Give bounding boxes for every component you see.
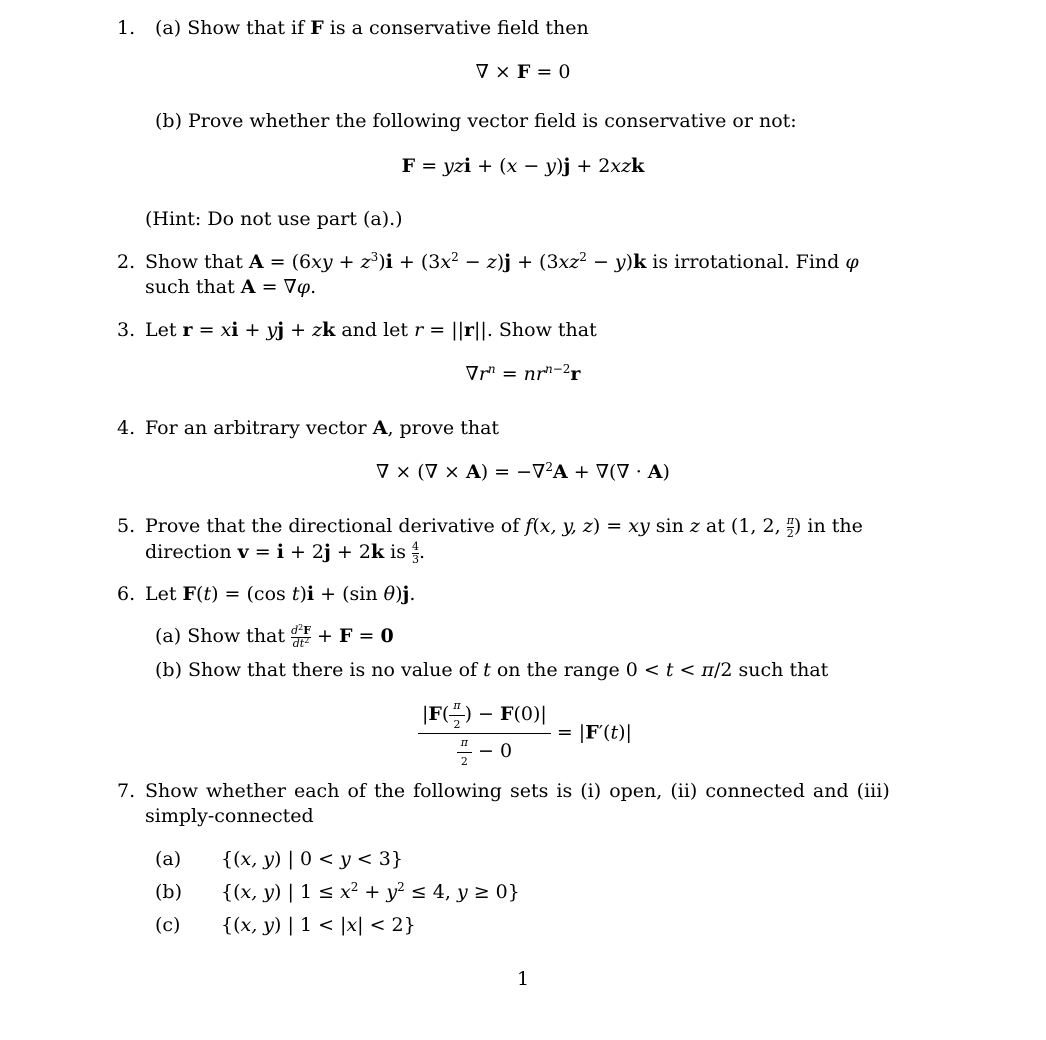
item-2-number: 2. bbox=[117, 251, 136, 273]
set-expression: {(x, y) | 1 < |x| < 2} bbox=[221, 914, 416, 936]
item-1a-text: (a) Show that if F is a conservative field then bbox=[155, 17, 589, 39]
item-6-number: 6. bbox=[117, 583, 136, 605]
item-1b-text: (b) Prove whether the following vector field is conservative or not: bbox=[155, 110, 797, 132]
item-1-number: 1. bbox=[117, 17, 136, 39]
page-number: 1 bbox=[516, 968, 530, 990]
item-5-number: 5. bbox=[117, 515, 136, 537]
item-4-number: 4. bbox=[117, 417, 136, 439]
item-7-number: 7. bbox=[117, 780, 136, 802]
item-7-set-a bbox=[155, 847, 403, 873]
item-4-line1: For an arbitrary vector A, prove that bbox=[145, 417, 500, 439]
set-expression: {(x, y) | 0 < y < 3} bbox=[221, 848, 403, 870]
item-3-equation: $\nabla r^n = nr^{n-2}r$ bbox=[465, 362, 581, 385]
set-label: (a) bbox=[155, 848, 182, 870]
item-6b-text: (b) Show that there is no value of t on the range 0 < t < π/2 such that bbox=[155, 659, 829, 681]
item-6-equation: |F( $\frac{\pi}{2}$ ) − F(0)| $\frac{\pi}{2}$ − 0 = |F′(t)| bbox=[418, 700, 632, 767]
item-6-line1: Let F(t) = (cos t)i + (sin θ)j. bbox=[145, 583, 416, 605]
item-2-line1: Show that $A = (6xy + z^3)i + (3x^2 - z)j + (3xz^2 - y)k$ is irrotational. Find φ bbox=[145, 250, 859, 273]
item-1-hint: (Hint: Do not use part (a).) bbox=[145, 208, 403, 230]
item-2-line2: such that A = ∇φ. bbox=[145, 276, 317, 298]
item-1a-equation: ∇ × F = 0 bbox=[475, 61, 571, 83]
item-5-line2: direction v = i + 2j + 2k is $\frac{4}{3}$ . bbox=[145, 539, 426, 566]
item-7-line1: Show whether each of the following sets is (i) open, (ii) connected and (iii) bbox=[145, 780, 890, 802]
item-7-set-c bbox=[155, 913, 416, 939]
item-1b-equation: F = yzi + (x − y)j + 2xzk bbox=[401, 155, 645, 177]
item-4-equation: ∇ × (∇ × A) = −∇$^2$A + ∇(∇ · A) bbox=[376, 460, 670, 483]
set-label: (b) bbox=[155, 881, 182, 903]
item-7-line2: simply-connected bbox=[145, 805, 314, 827]
item-5-line1: Prove that the directional derivative of f(x, y, z) = xy sin z at (1, 2, $\frac{\pi}{2}$ ) in the bbox=[145, 513, 863, 540]
item-3-line1: Let r = xi + yj + zk and let r = ||r||. Show that bbox=[145, 319, 597, 341]
set-expression: {(x, y) | $1 \le x^2 + y^2 \le 4$, y ≥ 0} bbox=[221, 880, 520, 903]
set-label: (c) bbox=[155, 914, 181, 936]
item-7-set-b bbox=[155, 880, 520, 906]
item-6a-text: (a) Show that $\frac{d^2F}{dt^2}$ + F = 0 bbox=[155, 622, 394, 650]
item-3-number: 3. bbox=[117, 319, 136, 341]
